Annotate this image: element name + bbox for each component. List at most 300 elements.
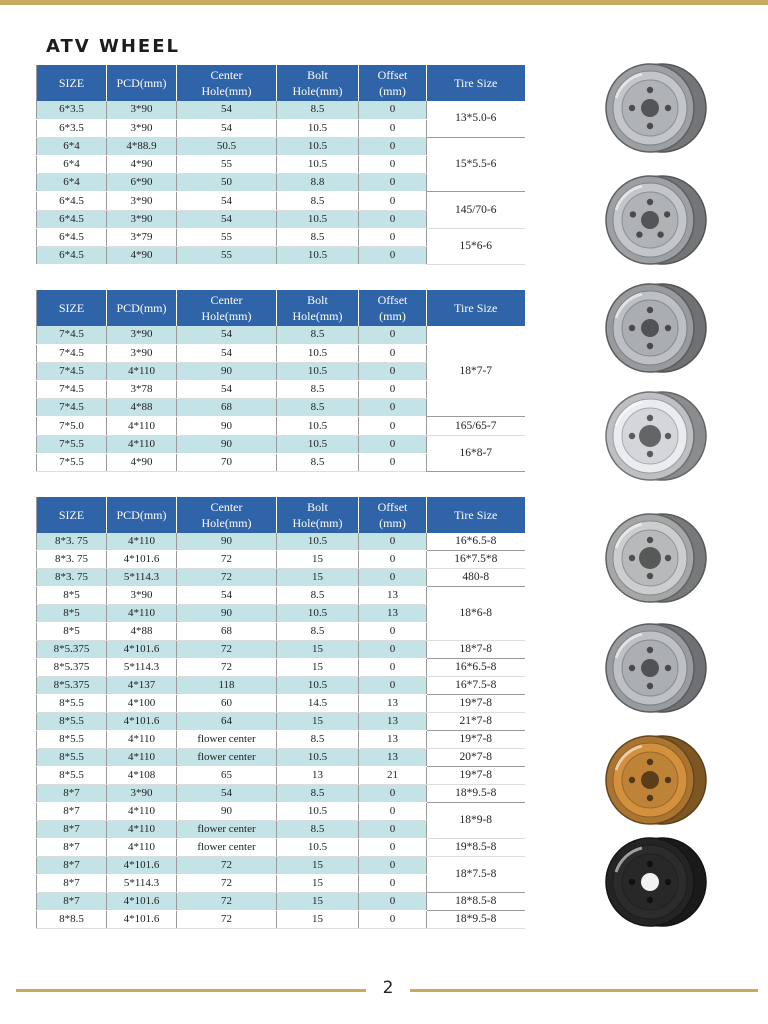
table-row xyxy=(37,137,525,155)
offset-cell: 0 xyxy=(359,156,427,174)
offset-cell: 0 xyxy=(359,228,427,246)
bolt-hole-cell: 8.5 xyxy=(277,326,359,344)
header-tire-size xyxy=(427,290,525,326)
bolt-hole-cell: 10.5 xyxy=(277,247,359,265)
size-cell: 8*3. 75 xyxy=(37,533,107,551)
header-offset-line-2: (mm) xyxy=(379,84,406,98)
header-bolt-hole-line-1: Bolt xyxy=(307,500,328,514)
table-row xyxy=(37,713,525,731)
header-size-line-1: SIZE xyxy=(58,301,85,315)
center-hole-cell: 72 xyxy=(177,659,277,677)
size-cell: 8*5 xyxy=(37,605,107,623)
header-bolt-hole-line-1: Bolt xyxy=(307,293,328,307)
center-hole-cell: flower center xyxy=(177,839,277,857)
center-hole-cell: 72 xyxy=(177,875,277,893)
size-cell: 7*4.5 xyxy=(37,344,107,362)
center-hole-cell: 50 xyxy=(177,174,277,192)
pcd-cell: 3*79 xyxy=(107,228,177,246)
header-tire-size xyxy=(427,65,525,101)
offset-cell: 0 xyxy=(359,435,427,453)
header-center-hole xyxy=(177,497,277,533)
header-offset xyxy=(359,65,427,101)
offset-cell: 0 xyxy=(359,821,427,839)
size-cell: 6*4.5 xyxy=(37,247,107,265)
size-cell: 7*5.0 xyxy=(37,417,107,435)
table-row xyxy=(37,326,525,344)
center-hole-cell: 90 xyxy=(177,533,277,551)
table-row xyxy=(37,435,525,453)
page-title: ATV WHEEL xyxy=(46,36,180,57)
center-hole-cell: 65 xyxy=(177,767,277,785)
offset-cell: 0 xyxy=(359,839,427,857)
center-hole-cell: 55 xyxy=(177,228,277,246)
pcd-cell: 4*110 xyxy=(107,749,177,767)
header-size xyxy=(37,290,107,326)
center-hole-cell: 54 xyxy=(177,326,277,344)
bolt-hole-cell: 15 xyxy=(277,551,359,569)
bolt-hole-cell: 10.5 xyxy=(277,839,359,857)
center-hole-cell: 54 xyxy=(177,210,277,228)
pcd-cell: 3*90 xyxy=(107,119,177,137)
tire-size-cell: 18*9.5-8 xyxy=(427,911,525,929)
center-hole-cell: 54 xyxy=(177,101,277,119)
tire-size-cell: 16*8-7 xyxy=(427,435,525,471)
bolt-hole-cell: 10.5 xyxy=(277,210,359,228)
offset-cell: 0 xyxy=(359,137,427,155)
header-size-line-1: SIZE xyxy=(58,76,85,90)
header-offset xyxy=(359,497,427,533)
center-hole-cell: 72 xyxy=(177,641,277,659)
header-center-hole-line-1: Center xyxy=(210,68,243,82)
offset-cell: 0 xyxy=(359,641,427,659)
header-center-hole-line-2: Hole(mm) xyxy=(201,516,252,530)
footer-rule-right xyxy=(410,989,758,992)
offset-cell: 0 xyxy=(359,101,427,119)
size-cell: 6*3.5 xyxy=(37,119,107,137)
header-center-hole xyxy=(177,65,277,101)
table-row xyxy=(37,417,525,435)
pcd-cell: 4*100 xyxy=(107,695,177,713)
header-offset-line-2: (mm) xyxy=(379,309,406,323)
offset-cell: 13 xyxy=(359,587,427,605)
silver-wheel-large-hole-image xyxy=(602,512,708,604)
tire-size-cell: 19*7-8 xyxy=(427,767,525,785)
header-tire-size xyxy=(427,497,525,533)
pcd-cell: 4*110 xyxy=(107,803,177,821)
size-cell: 8*5 xyxy=(37,587,107,605)
header-offset-line-1: Offset xyxy=(377,68,408,82)
center-hole-cell: 64 xyxy=(177,713,277,731)
header-tire-size-line-1: Tire Size xyxy=(454,508,498,522)
tire-size-cell: 16*6.5-8 xyxy=(427,533,525,551)
pcd-cell: 3*90 xyxy=(107,192,177,210)
bolt-hole-cell: 15 xyxy=(277,911,359,929)
bolt-hole-cell: 10.5 xyxy=(277,344,359,362)
header-size-line-1: SIZE xyxy=(58,508,85,522)
pcd-cell: 4*90 xyxy=(107,156,177,174)
tire-size-cell: 20*7-8 xyxy=(427,749,525,767)
tire-size-cell: 15*6-6 xyxy=(427,228,525,264)
offset-cell: 0 xyxy=(359,911,427,929)
header-bolt-hole-line-1: Bolt xyxy=(307,68,328,82)
size-cell: 8*7 xyxy=(37,803,107,821)
bolt-hole-cell: 8.5 xyxy=(277,623,359,641)
pcd-cell: 4*110 xyxy=(107,362,177,380)
silver-wheel-4-hole-image xyxy=(602,62,708,154)
table-row xyxy=(37,893,525,911)
pcd-cell: 4*101.6 xyxy=(107,857,177,875)
size-cell: 8*7 xyxy=(37,785,107,803)
bolt-hole-cell: 8.5 xyxy=(277,731,359,749)
bolt-hole-cell: 13 xyxy=(277,767,359,785)
size-cell: 8*5 xyxy=(37,623,107,641)
size-cell: 6*4.5 xyxy=(37,228,107,246)
table-row xyxy=(37,749,525,767)
pcd-cell: 4*110 xyxy=(107,839,177,857)
center-hole-cell: 54 xyxy=(177,119,277,137)
tire-size-cell: 21*7-8 xyxy=(427,713,525,731)
offset-cell: 0 xyxy=(359,551,427,569)
center-hole-cell: 90 xyxy=(177,362,277,380)
bolt-hole-cell: 10.5 xyxy=(277,803,359,821)
size-cell: 6*4.5 xyxy=(37,192,107,210)
size-cell: 8*7 xyxy=(37,821,107,839)
bolt-hole-cell: 15 xyxy=(277,713,359,731)
offset-cell: 13 xyxy=(359,731,427,749)
offset-cell: 13 xyxy=(359,713,427,731)
tire-size-cell: 18*6-8 xyxy=(427,587,525,641)
table-row xyxy=(37,533,525,551)
offset-cell: 13 xyxy=(359,749,427,767)
header-bolt-hole-line-2: Hole(mm) xyxy=(292,84,343,98)
page-number: 2 xyxy=(382,978,394,998)
pcd-cell: 6*90 xyxy=(107,174,177,192)
size-cell: 8*7 xyxy=(37,857,107,875)
pcd-cell: 3*90 xyxy=(107,101,177,119)
bolt-hole-cell: 15 xyxy=(277,893,359,911)
size-cell: 7*5.5 xyxy=(37,435,107,453)
pcd-cell: 4*88.9 xyxy=(107,137,177,155)
header-bolt-hole-line-2: Hole(mm) xyxy=(292,516,343,530)
spec-table-1 xyxy=(36,65,525,265)
center-hole-cell: 90 xyxy=(177,417,277,435)
size-cell: 7*4.5 xyxy=(37,381,107,399)
size-cell: 8*5.5 xyxy=(37,731,107,749)
header-pcd xyxy=(107,65,177,101)
center-hole-cell: 72 xyxy=(177,857,277,875)
header-center-hole xyxy=(177,290,277,326)
table-row xyxy=(37,785,525,803)
offset-cell: 0 xyxy=(359,417,427,435)
pcd-cell: 4*110 xyxy=(107,533,177,551)
center-hole-cell: 68 xyxy=(177,623,277,641)
center-hole-cell: 54 xyxy=(177,192,277,210)
pcd-cell: 4*110 xyxy=(107,605,177,623)
header-center-hole-line-1: Center xyxy=(210,500,243,514)
center-hole-cell: flower center xyxy=(177,749,277,767)
bolt-hole-cell: 10.5 xyxy=(277,533,359,551)
pcd-cell: 4*108 xyxy=(107,767,177,785)
offset-cell: 13 xyxy=(359,605,427,623)
offset-cell: 0 xyxy=(359,381,427,399)
header-bolt-hole xyxy=(277,290,359,326)
header-pcd xyxy=(107,290,177,326)
footer-rule-left xyxy=(16,989,366,992)
header-offset-line-2: (mm) xyxy=(379,516,406,530)
size-cell: 8*3. 75 xyxy=(37,551,107,569)
table-row xyxy=(37,101,525,119)
size-cell: 8*3. 75 xyxy=(37,569,107,587)
pcd-cell: 4*101.6 xyxy=(107,893,177,911)
center-hole-cell: 90 xyxy=(177,803,277,821)
size-cell: 7*4.5 xyxy=(37,326,107,344)
header-bolt-hole xyxy=(277,65,359,101)
pcd-cell: 4*110 xyxy=(107,731,177,749)
header-pcd xyxy=(107,497,177,533)
bolt-hole-cell: 8.5 xyxy=(277,453,359,471)
pcd-cell: 5*114.3 xyxy=(107,875,177,893)
table-row xyxy=(37,587,525,605)
tire-size-cell: 145/70-6 xyxy=(427,192,525,228)
size-cell: 6*4.5 xyxy=(37,210,107,228)
size-cell: 8*5.5 xyxy=(37,767,107,785)
silver-wheel-4-hole-c-image xyxy=(602,622,708,714)
tire-size-cell: 18*9.5-8 xyxy=(427,785,525,803)
center-hole-cell: 55 xyxy=(177,247,277,265)
pcd-cell: 3*78 xyxy=(107,381,177,399)
header-center-hole-line-2: Hole(mm) xyxy=(201,309,252,323)
center-hole-cell: 54 xyxy=(177,785,277,803)
center-hole-cell: 55 xyxy=(177,156,277,174)
size-cell: 8*5.375 xyxy=(37,677,107,695)
offset-cell: 0 xyxy=(359,623,427,641)
silver-wheel-5-hole-image xyxy=(602,174,708,266)
tire-size-cell: 19*7-8 xyxy=(427,731,525,749)
offset-cell: 0 xyxy=(359,399,427,417)
header-offset-line-1: Offset xyxy=(377,500,408,514)
bolt-hole-cell: 14.5 xyxy=(277,695,359,713)
center-hole-cell: 72 xyxy=(177,911,277,929)
table-row xyxy=(37,551,525,569)
center-hole-cell: 90 xyxy=(177,605,277,623)
tire-size-cell: 18*9-8 xyxy=(427,803,525,839)
size-cell: 8*5.5 xyxy=(37,695,107,713)
bolt-hole-cell: 15 xyxy=(277,659,359,677)
pcd-cell: 4*110 xyxy=(107,821,177,839)
tire-size-cell: 16*7.5*8 xyxy=(427,551,525,569)
header-size xyxy=(37,497,107,533)
tire-size-cell: 18*7.5-8 xyxy=(427,857,525,893)
pcd-cell: 4*110 xyxy=(107,435,177,453)
center-hole-cell: 72 xyxy=(177,551,277,569)
size-cell: 7*5.5 xyxy=(37,453,107,471)
tire-size-cell: 480-8 xyxy=(427,569,525,587)
offset-cell: 0 xyxy=(359,893,427,911)
header-tire-size-line-1: Tire Size xyxy=(454,301,498,315)
offset-cell: 0 xyxy=(359,659,427,677)
offset-cell: 0 xyxy=(359,119,427,137)
header-size xyxy=(37,65,107,101)
bolt-hole-cell: 8.5 xyxy=(277,785,359,803)
offset-cell: 0 xyxy=(359,677,427,695)
table-row xyxy=(37,659,525,677)
offset-cell: 21 xyxy=(359,767,427,785)
center-hole-cell: flower center xyxy=(177,731,277,749)
pcd-cell: 5*114.3 xyxy=(107,659,177,677)
header-center-hole-line-2: Hole(mm) xyxy=(201,84,252,98)
top-rule xyxy=(0,0,768,5)
offset-cell: 0 xyxy=(359,174,427,192)
offset-cell: 0 xyxy=(359,192,427,210)
offset-cell: 0 xyxy=(359,803,427,821)
size-cell: 7*4.5 xyxy=(37,362,107,380)
tire-size-cell: 18*7-8 xyxy=(427,641,525,659)
header-pcd-line-1: PCD(mm) xyxy=(116,76,167,90)
table-row xyxy=(37,767,525,785)
size-cell: 6*4 xyxy=(37,137,107,155)
pcd-cell: 4*88 xyxy=(107,399,177,417)
bolt-hole-cell: 8.5 xyxy=(277,228,359,246)
tire-size-cell: 16*7.5-8 xyxy=(427,677,525,695)
center-hole-cell: 50.5 xyxy=(177,137,277,155)
offset-cell: 0 xyxy=(359,453,427,471)
pcd-cell: 4*88 xyxy=(107,623,177,641)
size-cell: 8*8.5 xyxy=(37,911,107,929)
gold-wheel-image xyxy=(602,734,708,826)
offset-cell: 0 xyxy=(359,533,427,551)
bolt-hole-cell: 15 xyxy=(277,857,359,875)
bolt-hole-cell: 8.8 xyxy=(277,174,359,192)
header-offset xyxy=(359,290,427,326)
table-row xyxy=(37,192,525,210)
pcd-cell: 3*90 xyxy=(107,210,177,228)
bolt-hole-cell: 8.5 xyxy=(277,821,359,839)
header-offset-line-1: Offset xyxy=(377,293,408,307)
size-cell: 8*7 xyxy=(37,875,107,893)
offset-cell: 0 xyxy=(359,569,427,587)
header-tire-size-line-1: Tire Size xyxy=(454,76,498,90)
bolt-hole-cell: 10.5 xyxy=(277,677,359,695)
center-hole-cell: 54 xyxy=(177,344,277,362)
table-row xyxy=(37,911,525,929)
bolt-hole-cell: 15 xyxy=(277,875,359,893)
pcd-cell: 3*90 xyxy=(107,326,177,344)
tire-size-cell: 16*6.5-8 xyxy=(427,659,525,677)
bolt-hole-cell: 8.5 xyxy=(277,192,359,210)
offset-cell: 0 xyxy=(359,326,427,344)
table-row xyxy=(37,677,525,695)
size-cell: 8*7 xyxy=(37,893,107,911)
header-pcd-line-1: PCD(mm) xyxy=(116,508,167,522)
table-row xyxy=(37,803,525,821)
header-bolt-hole-line-2: Hole(mm) xyxy=(292,309,343,323)
pcd-cell: 4*101.6 xyxy=(107,641,177,659)
tire-size-cell: 18*8.5-8 xyxy=(427,893,525,911)
table-row xyxy=(37,695,525,713)
bolt-hole-cell: 10.5 xyxy=(277,137,359,155)
spec-table-3 xyxy=(36,497,525,929)
offset-cell: 0 xyxy=(359,210,427,228)
table-row xyxy=(37,839,525,857)
size-cell: 6*4 xyxy=(37,174,107,192)
center-hole-cell: 60 xyxy=(177,695,277,713)
center-hole-cell: 90 xyxy=(177,435,277,453)
table-row xyxy=(37,569,525,587)
header-bolt-hole xyxy=(277,497,359,533)
size-cell: 8*5.5 xyxy=(37,749,107,767)
bolt-hole-cell: 10.5 xyxy=(277,362,359,380)
tire-size-cell: 15*5.5-6 xyxy=(427,137,525,192)
bolt-hole-cell: 15 xyxy=(277,569,359,587)
bolt-hole-cell: 15 xyxy=(277,641,359,659)
bolt-hole-cell: 8.5 xyxy=(277,399,359,417)
pcd-cell: 4*110 xyxy=(107,417,177,435)
offset-cell: 0 xyxy=(359,857,427,875)
table-row xyxy=(37,641,525,659)
pcd-cell: 4*90 xyxy=(107,247,177,265)
pcd-cell: 4*90 xyxy=(107,453,177,471)
table-row xyxy=(37,731,525,749)
offset-cell: 13 xyxy=(359,695,427,713)
spec-table-2 xyxy=(36,290,525,472)
pcd-cell: 4*101.6 xyxy=(107,551,177,569)
bolt-hole-cell: 10.5 xyxy=(277,435,359,453)
header-pcd-line-1: PCD(mm) xyxy=(116,301,167,315)
size-cell: 6*4 xyxy=(37,156,107,174)
size-cell: 8*5.375 xyxy=(37,641,107,659)
bolt-hole-cell: 8.5 xyxy=(277,381,359,399)
center-hole-cell: 118 xyxy=(177,677,277,695)
silver-wheel-4-hole-b-image xyxy=(602,282,708,374)
tire-size-cell: 165/65-7 xyxy=(427,417,525,435)
offset-cell: 0 xyxy=(359,875,427,893)
bolt-hole-cell: 8.5 xyxy=(277,587,359,605)
center-hole-cell: 54 xyxy=(177,587,277,605)
tire-size-cell: 18*7-7 xyxy=(427,326,525,417)
pcd-cell: 5*114.3 xyxy=(107,569,177,587)
header-center-hole-line-1: Center xyxy=(210,293,243,307)
tire-size-cell: 13*5.0-6 xyxy=(427,101,525,137)
table-row xyxy=(37,857,525,875)
size-cell: 8*5.5 xyxy=(37,713,107,731)
offset-cell: 0 xyxy=(359,362,427,380)
center-hole-cell: 72 xyxy=(177,569,277,587)
pcd-cell: 3*90 xyxy=(107,785,177,803)
size-cell: 6*3.5 xyxy=(37,101,107,119)
pcd-cell: 4*137 xyxy=(107,677,177,695)
size-cell: 7*4.5 xyxy=(37,399,107,417)
table-row xyxy=(37,228,525,246)
bolt-hole-cell: 8.5 xyxy=(277,101,359,119)
pcd-cell: 4*101.6 xyxy=(107,911,177,929)
bolt-hole-cell: 10.5 xyxy=(277,119,359,137)
center-hole-cell: 70 xyxy=(177,453,277,471)
offset-cell: 0 xyxy=(359,344,427,362)
offset-cell: 0 xyxy=(359,247,427,265)
black-wheel-image xyxy=(602,836,708,928)
tire-size-cell: 19*7-8 xyxy=(427,695,525,713)
tire-size-cell: 19*8.5-8 xyxy=(427,839,525,857)
pcd-cell: 3*90 xyxy=(107,587,177,605)
bolt-hole-cell: 10.5 xyxy=(277,605,359,623)
center-hole-cell: 72 xyxy=(177,893,277,911)
chrome-wheel-image xyxy=(602,390,708,482)
bolt-hole-cell: 10.5 xyxy=(277,156,359,174)
center-hole-cell: 68 xyxy=(177,399,277,417)
pcd-cell: 4*101.6 xyxy=(107,713,177,731)
center-hole-cell: flower center xyxy=(177,821,277,839)
size-cell: 8*5.375 xyxy=(37,659,107,677)
